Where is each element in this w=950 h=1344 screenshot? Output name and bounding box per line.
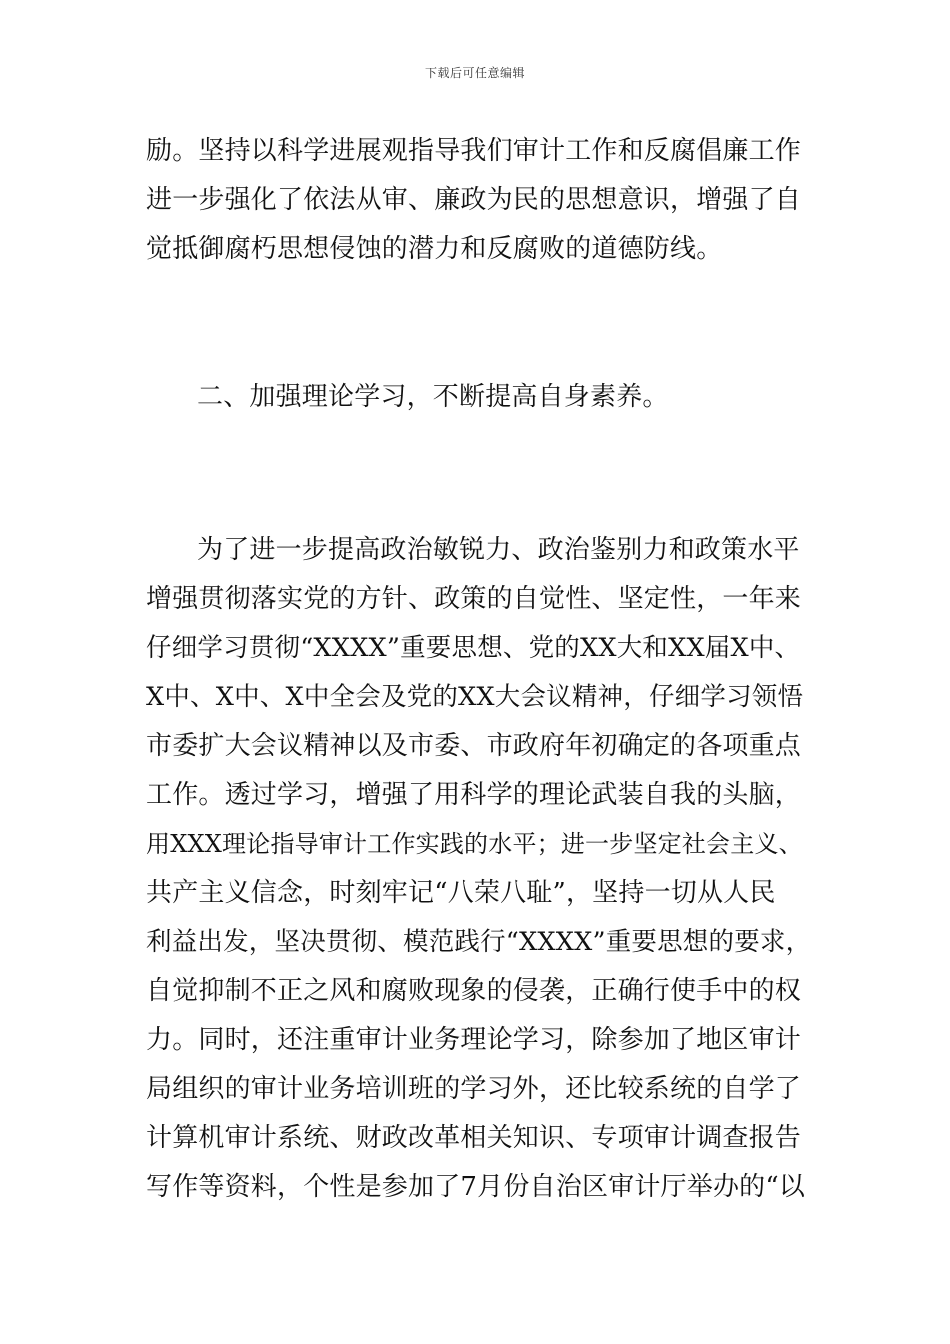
text-line: 市委扩大会议精神以及市委、市政府年初确定的各项重点: [146, 731, 802, 761]
text-line: 仔细学习贯彻“XXXX”重要思想、党的XX大和XX届X中、: [146, 633, 801, 663]
text-line: 计算机审计系统、财政改革相关知识、专项审计调查报告: [146, 1123, 802, 1153]
text-line: 共产主义信念，时刻牢记“八荣八耻”，坚持一切从人民: [146, 878, 776, 908]
text-line: 力。同时，还注重审计业务理论学习，除参加了地区审计: [146, 1025, 802, 1055]
text-line: 觉抵御腐朽思想侵蚀的潜力和反腐败的道德防线。: [146, 234, 723, 264]
text-line: 局组织的审计业务培训班的学习外，还比较系统的自学了: [146, 1074, 802, 1104]
text-line: 自觉抑制不正之风和腐败现象的侵袭，正确行使手中的权: [146, 976, 802, 1006]
text-line: 进一步强化了依法从审、廉政为民的思想意识，增强了自: [146, 185, 802, 215]
text-line: X中、X中、X中全会及党的XX大会议精神，仔细学习领悟: [146, 682, 804, 712]
text-line: 励。坚持以科学进展观指导我们审计工作和反腐倡廉工作: [146, 136, 802, 166]
text-line: 利益出发，坚决贯彻、模范践行“XXXX”重要思想的要求，: [146, 927, 812, 957]
text-line: 增强贯彻落实党的方针、政策的自觉性、坚定性，一年来: [146, 584, 802, 614]
section-heading: 二、加强理论学习，不断提高自身素养。: [197, 382, 669, 412]
text-line: 工作。透过学习，增强了用科学的理论武装自我的头脑，: [146, 780, 802, 810]
text-line: 为了进一步提高政治敏锐力、政治鉴别力和政策水平: [197, 535, 800, 565]
page-header: 下载后可任意编辑: [424, 66, 525, 80]
text-line: 用XXX理论指导审计工作实践的水平；进一步坚定社会主义、: [146, 830, 803, 858]
text-line: 写作等资料，个性是参加了7月份自治区审计厅举办的“以: [146, 1172, 806, 1202]
